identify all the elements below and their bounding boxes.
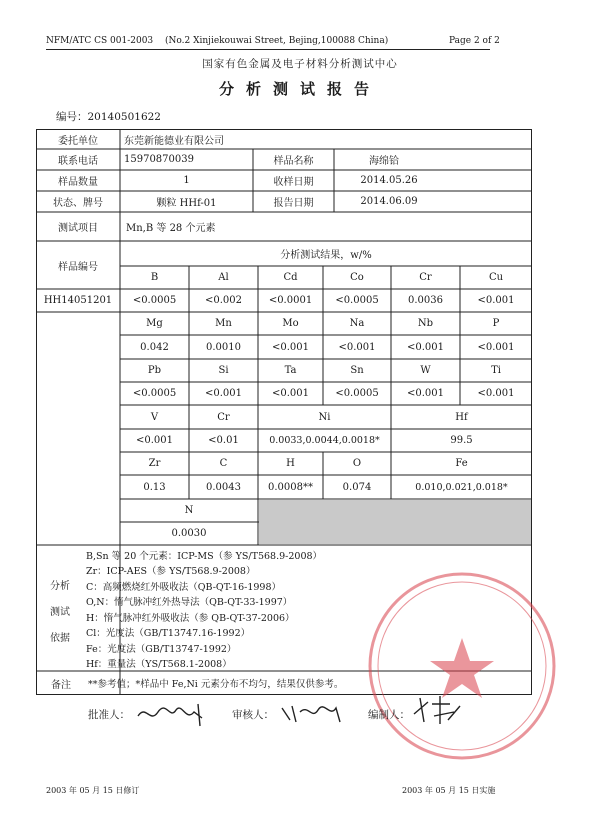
method-line: Fe：光度法（GB/T13747-1992）	[86, 644, 237, 655]
element-name: O	[352, 458, 362, 469]
reviewer-label: 审核人：	[232, 709, 274, 721]
methods-label-1: 分析	[50, 581, 70, 592]
client-label: 委托单位	[58, 135, 98, 147]
element-value: <0.0005	[132, 388, 177, 399]
element-value: <0.01	[208, 435, 239, 446]
header-rule	[46, 49, 490, 50]
methods-label-2: 测试	[50, 607, 70, 618]
method-line: O,N：惰气脉冲红外热导法（QB-QT-33-1997）	[86, 597, 293, 608]
sample-no-label: 样品编号	[58, 261, 98, 273]
element-value: <0.002	[204, 295, 242, 306]
element-name: P	[492, 318, 500, 329]
element-value: <0.001	[477, 388, 515, 399]
element-value: <0.001	[477, 295, 515, 306]
element-value: <0.001	[477, 341, 515, 353]
element-value: 99.5	[450, 435, 473, 446]
results-heading: 分析测试结果，w/%	[280, 250, 372, 261]
element-value: <0.001	[135, 435, 173, 446]
element-value: 0.0008**	[268, 481, 313, 493]
element-value: 0.0010	[206, 341, 241, 353]
element-name: C	[219, 458, 228, 469]
element-name: Co	[350, 272, 364, 283]
method-line: B,Sn 等 20 个元素：ICP-MS（参 YS/T568.9-2008）	[86, 551, 323, 562]
recv-date-label: 收样日期	[273, 177, 314, 188]
state-value: 颗粒 HHf-01	[156, 198, 217, 209]
organization-name: 国家有色金属及电子材料分析测试中心	[202, 58, 398, 70]
approver-label: 批准人：	[88, 709, 130, 721]
qty-value: 1	[183, 175, 190, 186]
remarks-label: 备注	[51, 679, 71, 691]
element-value: <0.0005	[335, 295, 379, 306]
official-seal-icon	[362, 566, 562, 766]
element-value: <0.0001	[268, 295, 313, 306]
element-name: Hf	[455, 411, 468, 423]
element-value: <0.001	[271, 341, 309, 353]
method-line: Zr：ICP-AES（参 YS/T568.9-2008）	[86, 566, 256, 577]
lab-address: (No.2 Xinjiekouwai Street, Bejing,100088 China)	[165, 36, 389, 46]
element-name: W	[420, 365, 431, 376]
element-name: V	[150, 411, 159, 423]
element-name: Mn	[215, 318, 232, 329]
doc-code: NFM/ATC CS 001-2003	[46, 36, 154, 46]
element-value: 0.042	[140, 341, 169, 353]
element-value: 0.0043	[206, 481, 241, 493]
qty-label: 样品数量	[58, 177, 98, 188]
element-name: Mg	[146, 318, 163, 329]
element-name: Ni	[318, 411, 331, 423]
element-name: Mo	[282, 318, 299, 329]
phone-label: 联系电话	[58, 156, 98, 167]
element-value: <0.001	[204, 388, 242, 399]
method-line: Hf：重量法（YS/T568.1-2008）	[86, 659, 232, 670]
remarks-text: **参考值；*样品中 Fe,Ni 元素分布不均匀，结果仅供参考。	[88, 679, 344, 690]
element-value: <0.0005	[335, 388, 379, 399]
sample-name-value: 海绵铪	[369, 156, 399, 167]
page-number: Page 2 of 2	[449, 36, 500, 46]
empty-cell-shaded	[259, 500, 531, 544]
element-name: Na	[349, 318, 365, 329]
preparer-signature	[410, 692, 470, 728]
preparer-label: 编制人：	[368, 709, 410, 721]
client-value: 东莞新能德业有限公司	[124, 135, 224, 147]
element-name: Si	[218, 365, 229, 376]
approver-signature	[136, 698, 216, 728]
element-name: Cr	[217, 411, 230, 423]
element-value: 0.0033,0.0044,0.0018*	[269, 435, 380, 446]
phone-value: 15970870039	[124, 154, 194, 165]
element-value: <0.001	[406, 341, 444, 353]
element-value: <0.001	[406, 388, 444, 399]
element-name: Al	[218, 272, 229, 283]
element-name: Ta	[284, 365, 297, 376]
reviewer-signature	[278, 698, 348, 728]
method-line: H：惰气脉冲红外吸收法（参 QB-QT-37-2006）	[86, 613, 295, 624]
report-title: 分析测试报告	[218, 80, 381, 98]
element-name: Ti	[491, 365, 501, 376]
sample-no-value: HH14051201	[43, 295, 113, 306]
effective-date: 2003 年 05 月 15 日实施	[402, 786, 496, 795]
report-date-label: 报告日期	[273, 198, 314, 209]
element-name: Cr	[419, 272, 432, 283]
element-name: Cu	[488, 272, 504, 283]
state-label: 状态、牌号	[53, 198, 103, 209]
revision-date: 2003 年 05 月 15 日修订	[46, 786, 140, 795]
element-value: 0.010,0.021,0.018*	[415, 481, 508, 493]
element-value: <0.001	[271, 388, 309, 399]
recv-date-value: 2014.05.26	[360, 175, 418, 186]
element-value: <0.001	[338, 341, 376, 353]
element-value: 0.0030	[171, 528, 207, 539]
method-line: Cl：光度法（GB/T13747.16-1992）	[86, 628, 251, 639]
sample-name-label: 样品名称	[273, 156, 314, 167]
element-name: Nb	[417, 318, 434, 329]
element-value: 0.13	[143, 481, 166, 493]
element-name: H	[286, 458, 295, 469]
element-name: Pb	[147, 365, 162, 376]
method-line: C：高频燃烧红外吸收法（QB-QT-16-1998）	[86, 582, 282, 593]
report-number: 编号：20140501622	[56, 111, 161, 123]
element-value: 0.074	[342, 481, 372, 493]
element-name: Zr	[148, 458, 161, 469]
element-name: Fe	[455, 458, 468, 469]
methods-label-3: 依据	[50, 633, 70, 644]
element-name: Sn	[350, 365, 364, 376]
element-name: B	[150, 272, 159, 283]
test-items-value: Mn,B 等 28 个元素	[126, 223, 216, 234]
element-name: N	[184, 505, 194, 516]
element-value: <0.0005	[132, 295, 177, 306]
element-name: Cd	[283, 272, 298, 283]
test-items-label: 测试项目	[58, 223, 98, 234]
element-value: 0.0036	[408, 295, 443, 306]
report-date-value: 2014.06.09	[360, 196, 418, 207]
